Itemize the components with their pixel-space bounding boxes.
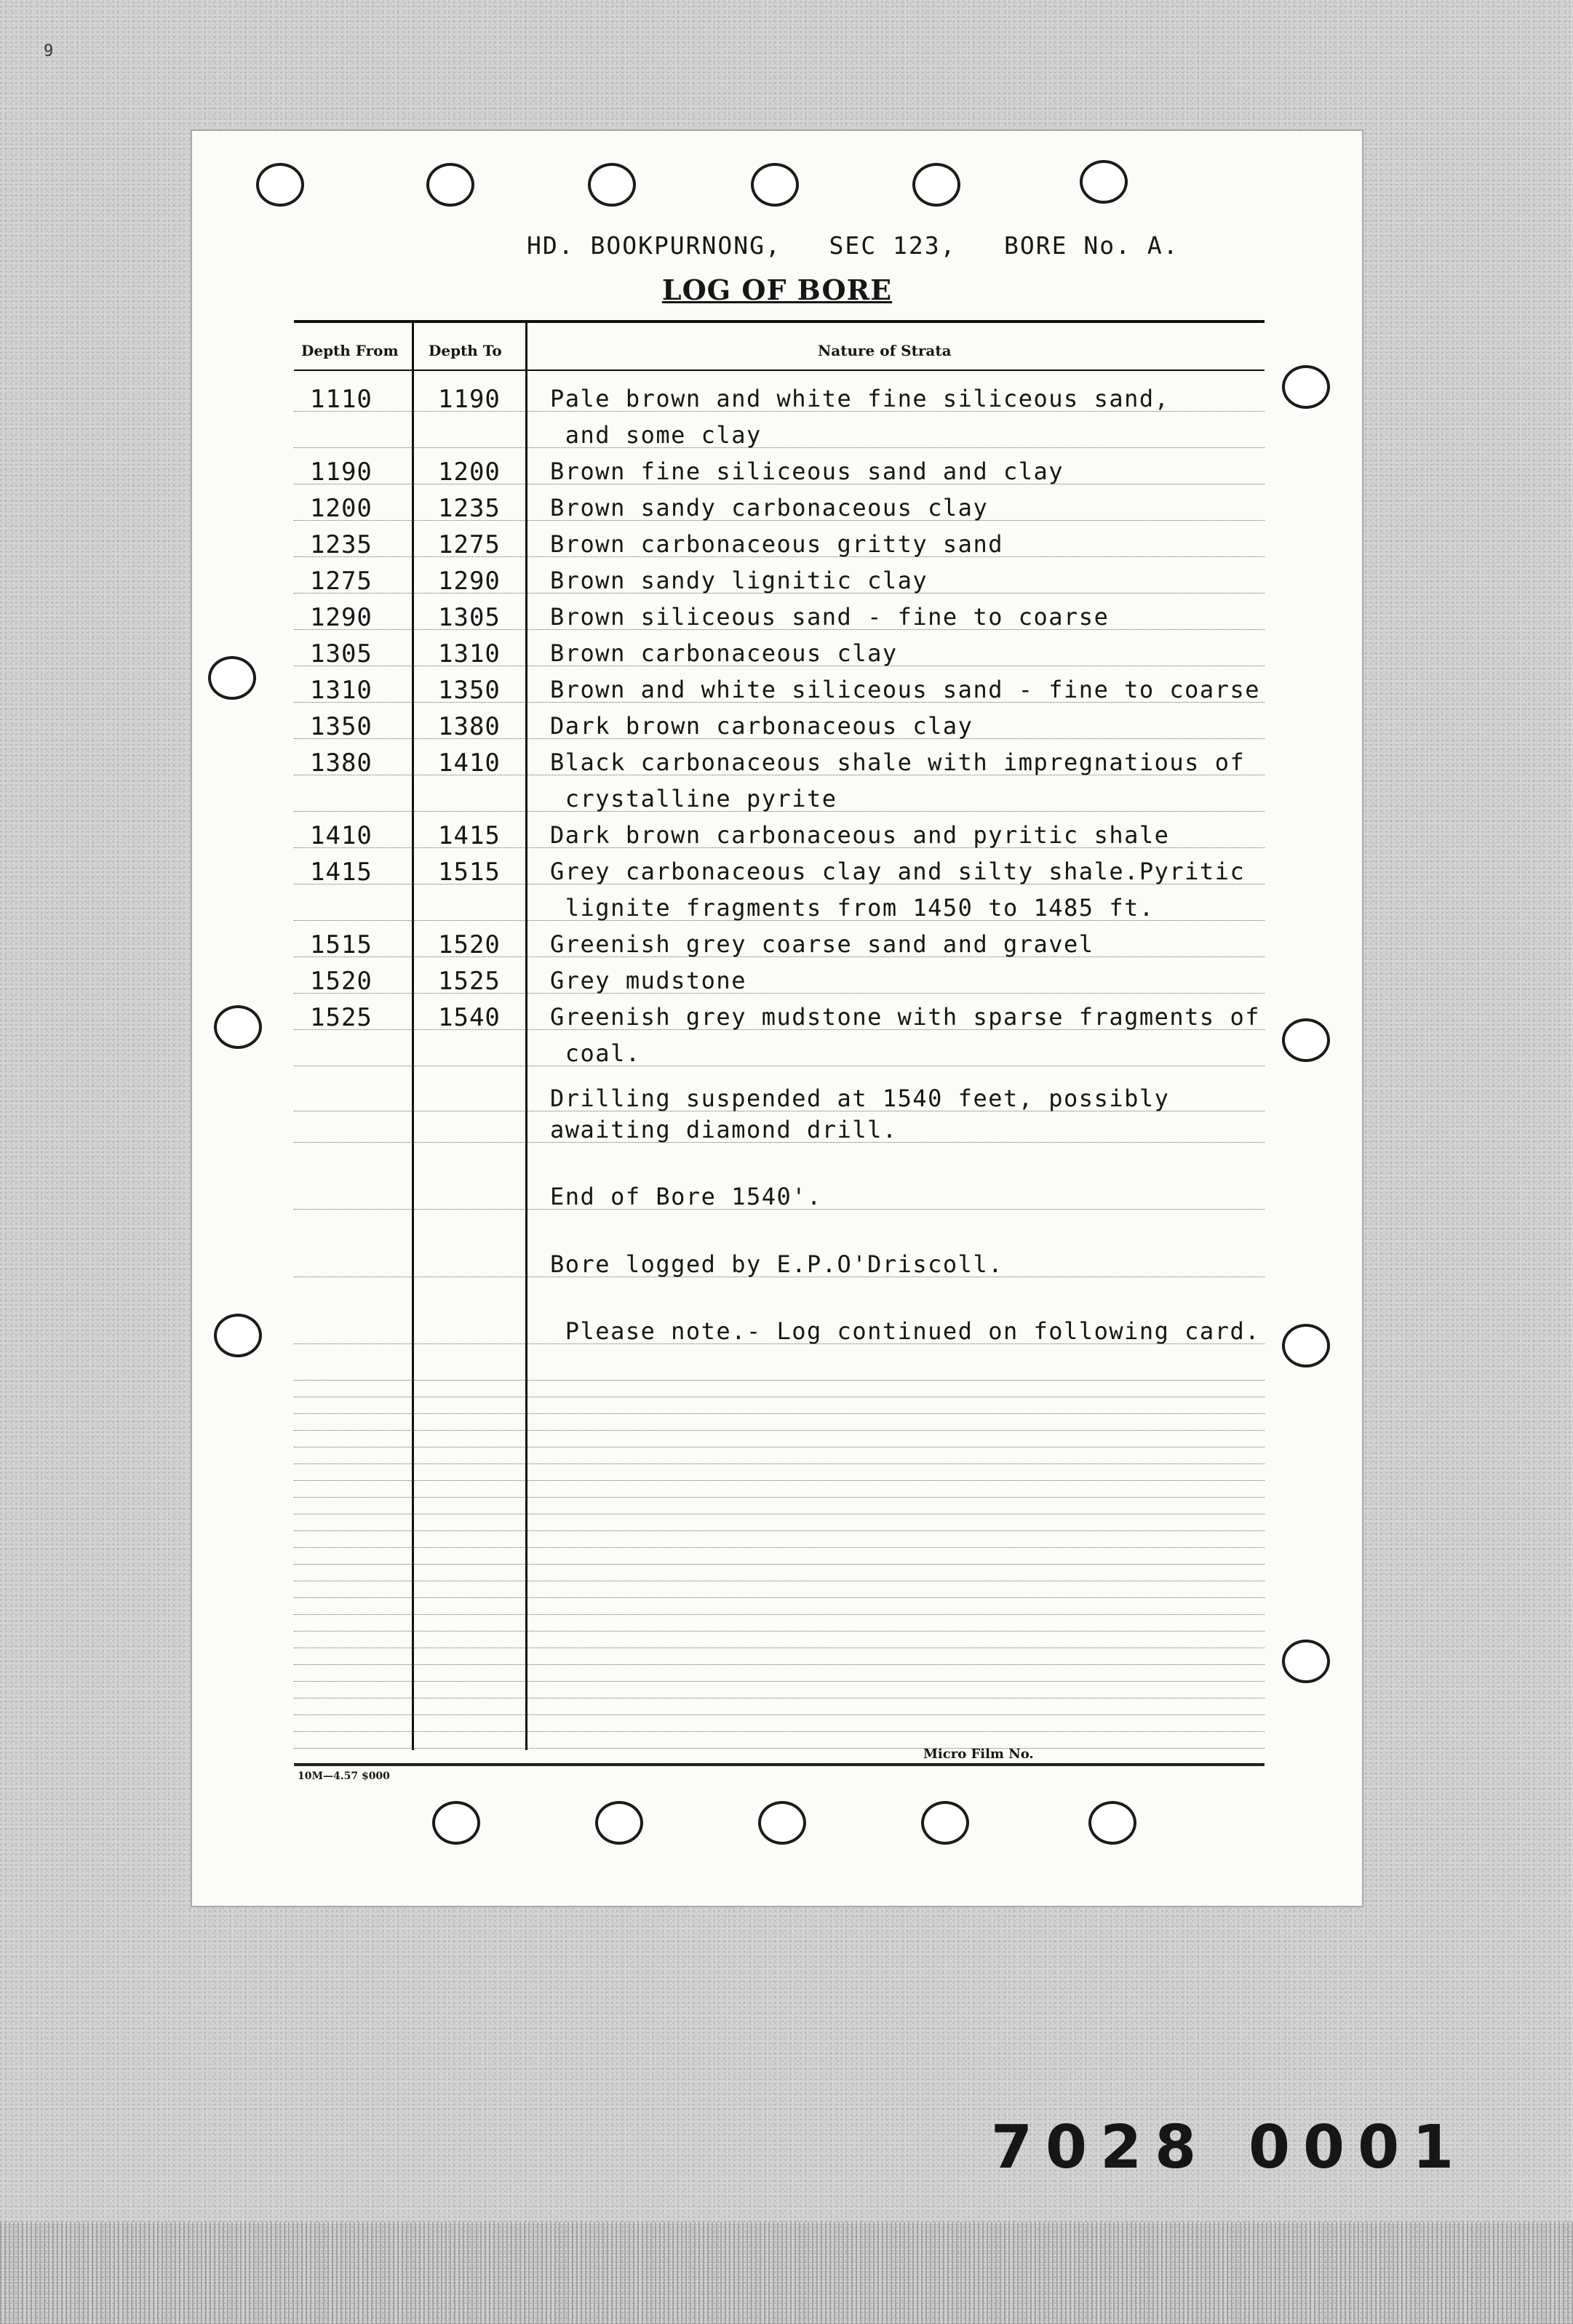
corner-mark: 9 [44, 42, 54, 60]
header-rule [294, 370, 1265, 371]
table-row [294, 1000, 1265, 1030]
punch-hole [432, 1801, 480, 1845]
depth-to-cell: 1540 [438, 1003, 501, 1032]
note-line [294, 1247, 1265, 1277]
note-text: End of Bore 1540'. [550, 1183, 822, 1210]
note-text: Bore logged by E.P.O'Driscoll. [550, 1250, 1003, 1278]
column-header-strata: Nature of Strata [818, 342, 952, 359]
strata-description: Brown carbonaceous gritty sand [550, 530, 1003, 558]
punch-hole [758, 1801, 806, 1845]
table-row [294, 527, 1265, 557]
depth-to-cell: 1235 [438, 494, 501, 523]
depth-to-cell: 1200 [438, 458, 501, 487]
table-row [294, 927, 1265, 957]
note-line [294, 1314, 1265, 1344]
depth-to-cell: 1520 [438, 930, 501, 959]
table-row [294, 491, 1265, 521]
table-row [294, 746, 1265, 778]
scan-noise-strip [0, 2222, 1573, 2324]
strata-description: and some clay [550, 421, 762, 449]
column-header-depth-to: Depth To [429, 342, 502, 359]
note-line [294, 1180, 1265, 1210]
punch-hole [1282, 365, 1330, 409]
note-line [294, 1082, 1265, 1111]
table-row [294, 382, 1265, 412]
depth-from-cell: 1290 [310, 603, 373, 632]
strata-description: crystalline pyrite [550, 785, 837, 812]
depth-to-cell: 1310 [438, 639, 501, 668]
table-row [294, 709, 1265, 739]
punch-hole [1088, 1801, 1136, 1845]
depth-to-cell: 1415 [438, 821, 501, 850]
stamp-number-left: 7028 [991, 2113, 1210, 2182]
strata-description: Brown sandy carbonaceous clay [550, 494, 989, 522]
depth-to-cell: 1515 [438, 858, 501, 887]
punch-hole [1282, 1324, 1330, 1367]
strata-description: Brown siliceous sand - fine to coarse [550, 603, 1110, 631]
depth-from-cell: 1410 [310, 821, 373, 850]
punch-hole [256, 163, 304, 207]
punch-hole [595, 1801, 643, 1845]
strata-description: Brown carbonaceous clay [550, 639, 898, 667]
log-card [191, 129, 1363, 1907]
depth-from-cell: 1525 [310, 1003, 373, 1032]
note-line [294, 1113, 1265, 1143]
strata-description: Dark brown carbonaceous clay [550, 712, 973, 740]
table-row [294, 855, 1265, 885]
depth-to-cell: 1350 [438, 676, 501, 705]
punch-hole [912, 163, 960, 207]
table-row [294, 600, 1265, 630]
bore-header: HD. BOOKPURNONG, SEC 123, BORE No. A. [527, 231, 1179, 260]
punch-hole [1282, 1640, 1330, 1683]
depth-to-cell: 1410 [438, 748, 501, 778]
strata-description: Greenish grey mudstone with sparse fragments of [550, 1003, 1260, 1031]
depth-to-cell: 1525 [438, 967, 501, 996]
punch-hole [1282, 1018, 1330, 1062]
table-row [294, 1037, 1265, 1066]
table-row [294, 891, 1265, 921]
depth-from-cell: 1520 [310, 967, 373, 996]
punch-hole [751, 163, 799, 207]
depth-from-cell: 1310 [310, 676, 373, 705]
depth-to-cell: 1275 [438, 530, 501, 559]
depth-to-cell: 1190 [438, 385, 501, 414]
punch-hole [208, 656, 256, 700]
punch-hole [214, 1314, 262, 1357]
punch-hole [1080, 160, 1128, 204]
depth-to-cell: 1290 [438, 567, 501, 596]
depth-to-cell: 1305 [438, 603, 501, 632]
table-row [294, 636, 1265, 666]
stamp-number-right: 0001 [1249, 2113, 1468, 2182]
strata-description: Brown and white siliceous sand - fine to coarse [550, 676, 1260, 703]
strata-description: Dark brown carbonaceous and pyritic shale [550, 821, 1170, 849]
microfilm-label: Micro Film No. [923, 1746, 1034, 1762]
table-row [294, 673, 1265, 703]
depth-from-cell: 1415 [310, 858, 373, 887]
form-code: 10M—4.57 $000 [298, 1770, 390, 1782]
punch-hole [921, 1801, 969, 1845]
depth-from-cell: 1110 [310, 385, 373, 414]
note-text: Please note.- Log continued on following card. [550, 1317, 1260, 1345]
table-row [294, 455, 1265, 487]
punch-hole [426, 163, 474, 207]
blank-row [294, 1736, 1265, 1765]
page-title: LOG OF BORE [661, 273, 893, 306]
depth-to-cell: 1380 [438, 712, 501, 741]
punch-hole [214, 1005, 262, 1049]
table-row [294, 818, 1265, 848]
depth-from-cell: 1515 [310, 930, 373, 959]
column-header-depth-from: Depth From [301, 342, 399, 359]
depth-from-cell: 1275 [310, 567, 373, 596]
depth-from-cell: 1350 [310, 712, 373, 741]
note-text: Drilling suspended at 1540 feet, possibly [550, 1085, 1170, 1112]
strata-description: Pale brown and white fine siliceous sand, [550, 385, 1170, 412]
depth-from-cell: 1305 [310, 639, 373, 668]
note-text: awaiting diamond drill. [550, 1115, 898, 1143]
strata-description: Grey carbonaceous clay and silty shale.Pyritic [550, 858, 1246, 885]
table-top-rule [294, 320, 1265, 323]
strata-description: Grey mudstone [550, 967, 746, 994]
strata-description: Brown sandy lignitic clay [550, 567, 928, 594]
strata-description: coal. [550, 1039, 641, 1067]
depth-from-cell: 1235 [310, 530, 373, 559]
strata-description: lignite fragments from 1450 to 1485 ft. [550, 894, 1155, 922]
depth-from-cell: 1190 [310, 458, 373, 487]
depth-from-cell: 1200 [310, 494, 373, 523]
strata-description: Black carbonaceous shale with impregnatious of [550, 748, 1246, 776]
table-row [294, 964, 1265, 994]
table-row [294, 418, 1265, 448]
strata-description: Greenish grey coarse sand and gravel [550, 930, 1094, 958]
strata-description: Brown fine siliceous sand and clay [550, 458, 1064, 485]
table-row [294, 564, 1265, 594]
punch-hole [588, 163, 636, 207]
depth-from-cell: 1380 [310, 748, 373, 778]
table-row [294, 782, 1265, 812]
